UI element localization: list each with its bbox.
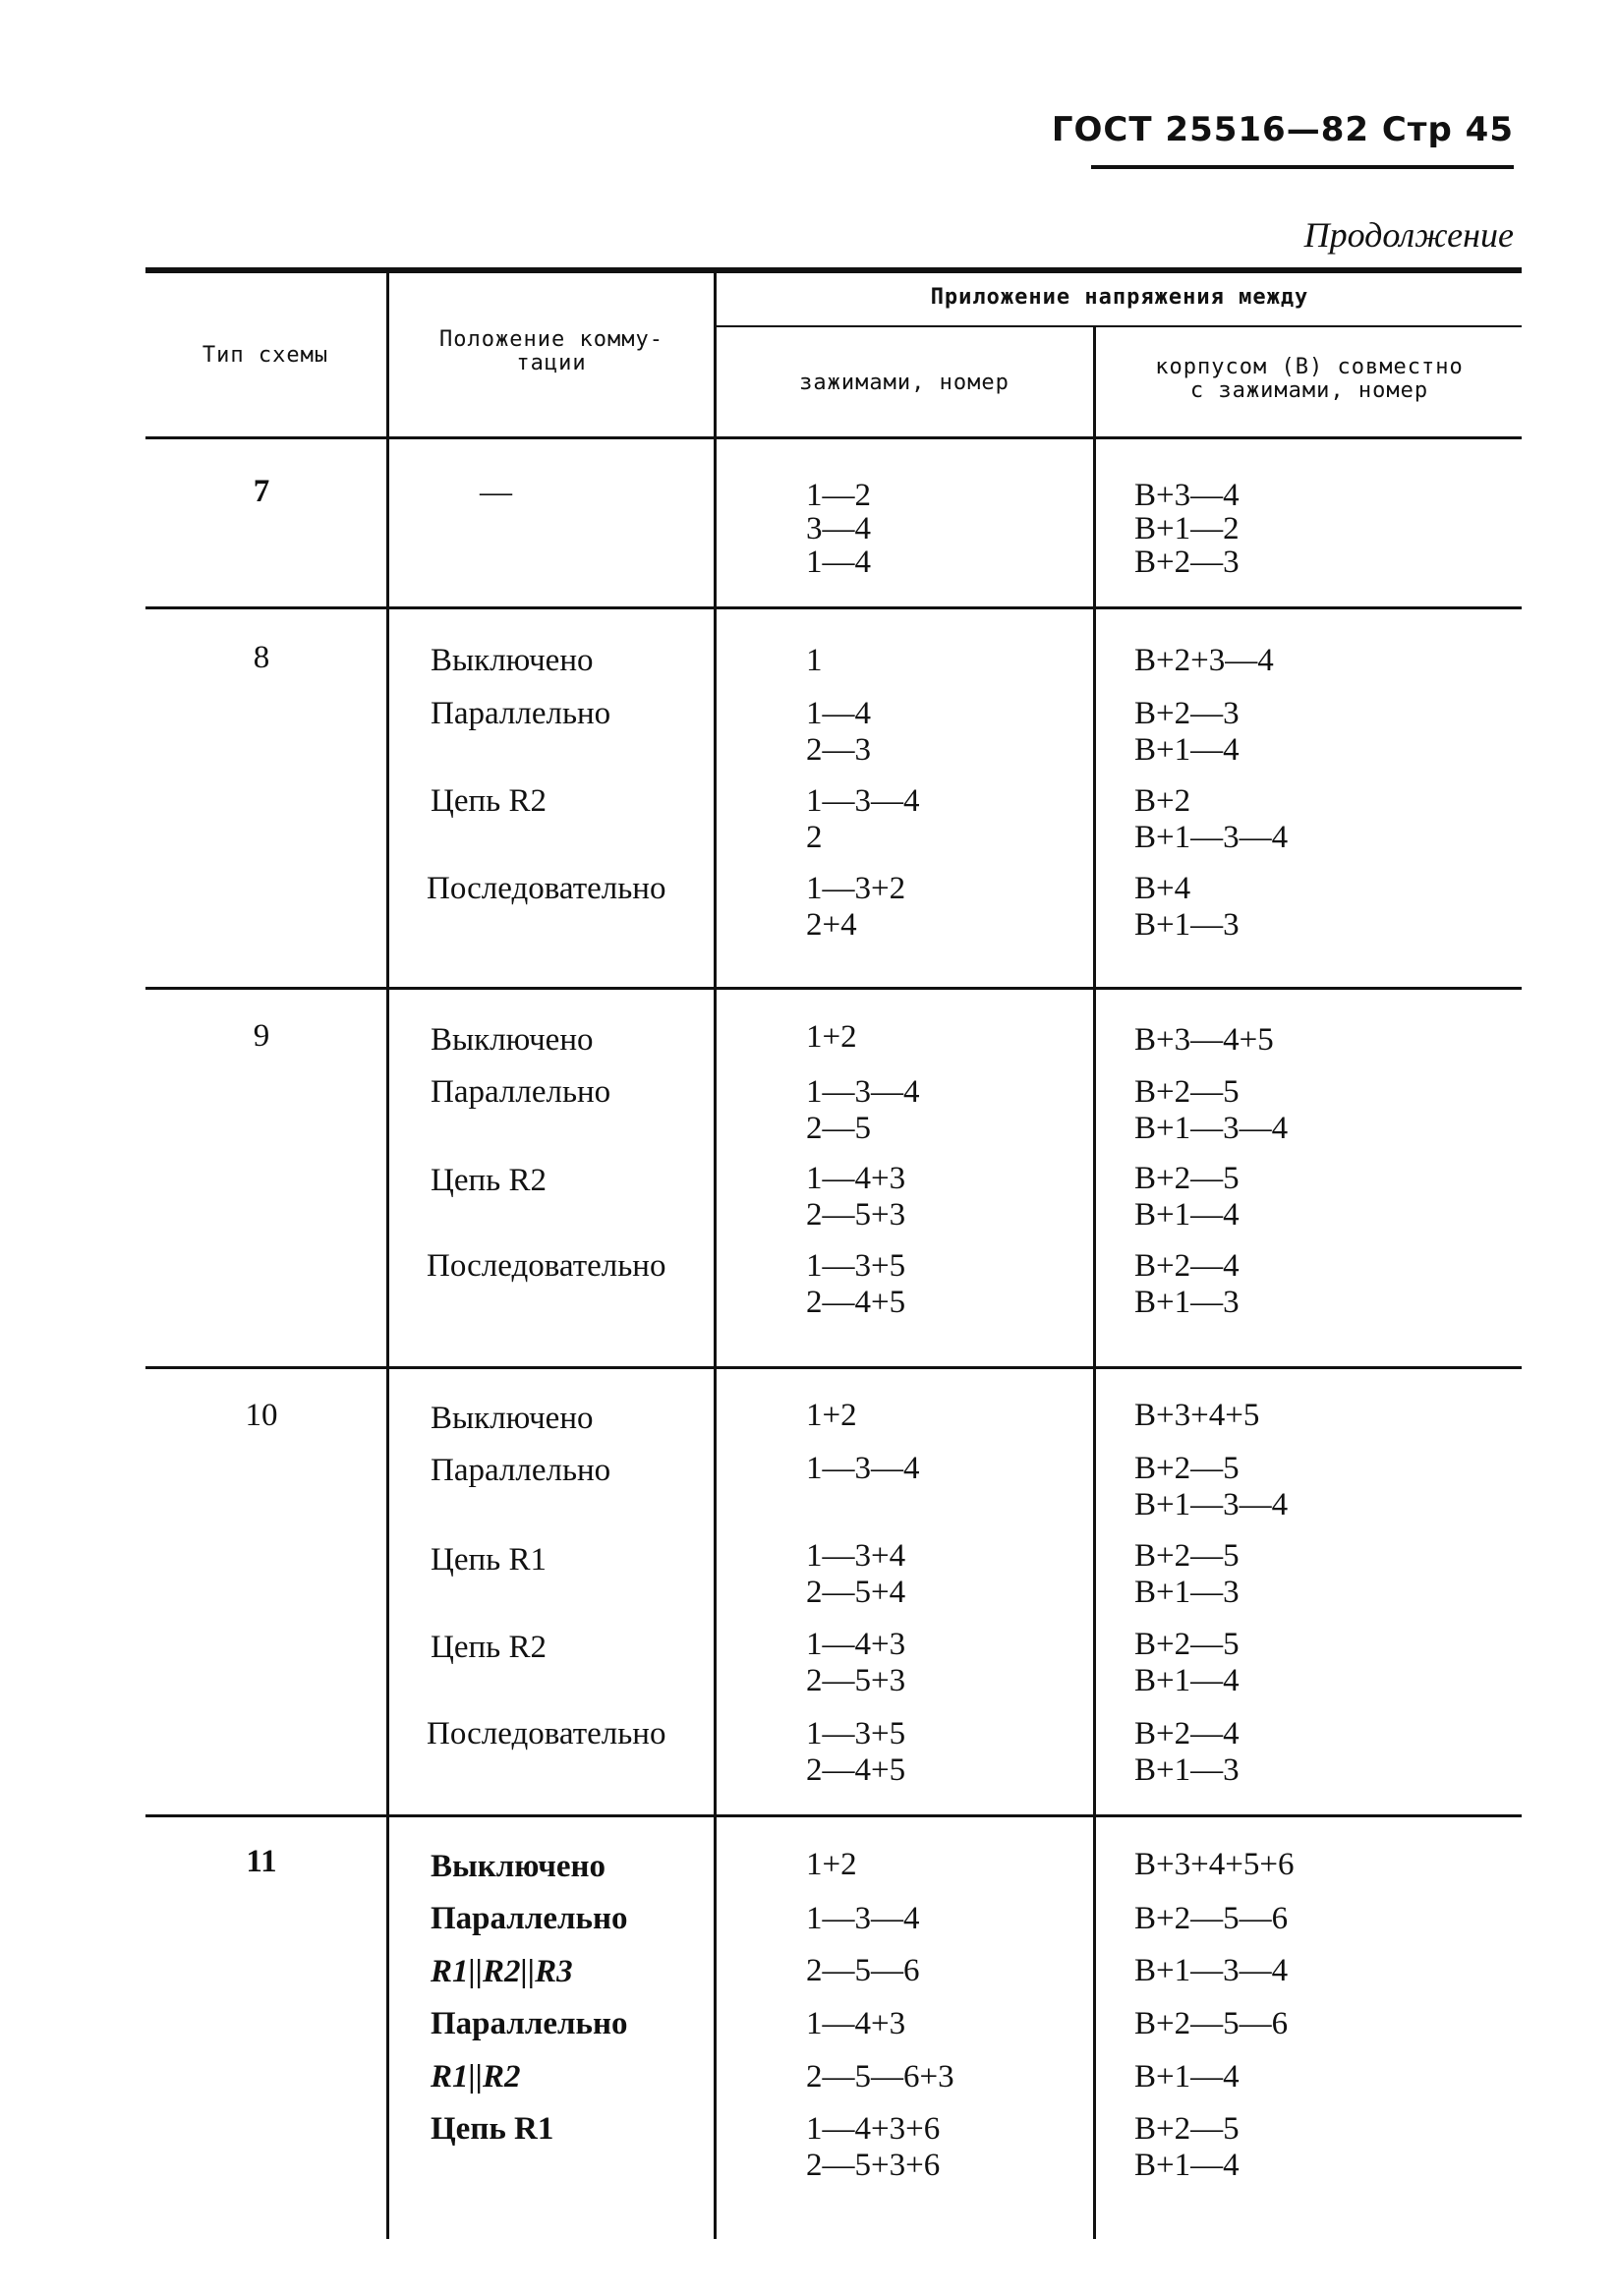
clamps-cell: 1—3—4 2 xyxy=(806,783,920,855)
position-cell: Последовательно xyxy=(427,871,666,906)
body-cell: В+2—5 В+1—3—4 xyxy=(1134,1451,1289,1522)
schema-type: 10 xyxy=(245,1398,278,1433)
body-cell: В+2—5 В+1—4 xyxy=(1134,1161,1240,1233)
col-divider-3 xyxy=(1093,325,1096,2239)
body-cell: В+4 В+1—3 xyxy=(1134,871,1240,943)
clamps-cell: 1—4+3+6 2—5+3+6 xyxy=(806,2111,941,2183)
position-cell: Выключено xyxy=(431,643,594,678)
body-cell: В+1—4 xyxy=(1134,2059,1240,2095)
position-cell: — xyxy=(480,475,512,510)
clamps-cell: 1—4+3 2—5+3 xyxy=(806,1161,906,1233)
position-cell: Параллельно xyxy=(431,1074,611,1110)
schema-type: 9 xyxy=(253,1018,270,1054)
position-cell: R1||R2||R3 xyxy=(431,1954,573,1989)
position-cell: Параллельно xyxy=(431,1453,611,1488)
position-cell: Выключено xyxy=(431,1022,594,1058)
position-cell: R1||R2 xyxy=(431,2059,521,2095)
body-cell: В+2—5 В+1—3—4 xyxy=(1134,1074,1289,1146)
clamps-cell: 2—5—6 xyxy=(806,1953,920,1988)
clamps-cell: 1—3+4 2—5+4 xyxy=(806,1538,906,1610)
table-top-rule xyxy=(145,267,1522,273)
body-cell: В+2—5 В+1—4 xyxy=(1134,1627,1240,1698)
schema-type: 7 xyxy=(253,474,270,509)
clamps-cell: 1—3—4 xyxy=(806,1451,920,1486)
clamps-cell: 1—3+5 2—4+5 xyxy=(806,1716,906,1788)
col-header-body: корпусом (В) совместно с зажимами, номер xyxy=(1155,355,1464,403)
clamps-cell: 1—4+3 2—5+3 xyxy=(806,1627,906,1698)
col-header-voltage-group: Приложение напряжения между xyxy=(930,285,1309,310)
col-divider-1 xyxy=(386,271,389,2239)
clamps-cell: 1—3—4 xyxy=(806,1901,920,1936)
col-header-type: Тип схемы xyxy=(202,343,329,368)
body-cell: В+2—5—6 xyxy=(1134,1901,1289,1936)
clamps-cell: 1+2 xyxy=(806,1847,857,1882)
body-cell: В+3—4 В+1—2 В+2—3 xyxy=(1134,478,1240,580)
clamps-cell: 1 xyxy=(806,643,823,678)
clamps-cell: 1—3+5 2—4+5 xyxy=(806,1248,906,1320)
schema-type: 11 xyxy=(246,1844,277,1879)
clamps-cell: 1+2 xyxy=(806,1398,857,1433)
position-cell: Цепь R2 xyxy=(431,1630,547,1665)
body-cell: В+3—4+5 xyxy=(1134,1022,1274,1058)
body-cell: В+2—4 В+1—3 xyxy=(1134,1248,1240,1320)
position-cell: Последовательно xyxy=(427,1716,666,1751)
col-header-clamps: зажимами, номер xyxy=(799,371,1010,395)
header-underline xyxy=(1091,165,1514,169)
group-separator-8-9 xyxy=(145,987,1522,990)
continuation-label: Продолжение xyxy=(1303,215,1514,255)
group-separator-7-8 xyxy=(145,606,1522,609)
clamps-cell: 1—4 2—3 xyxy=(806,696,871,768)
group-rule xyxy=(716,325,1522,327)
position-cell: Цепь R1 xyxy=(431,1542,547,1578)
position-cell: Цепь R2 xyxy=(431,1163,547,1198)
clamps-cell: 1+2 xyxy=(806,1019,857,1055)
col-header-position: Положение комму- тации xyxy=(439,327,664,375)
group-separator-10-11 xyxy=(145,1814,1522,1817)
position-cell: Выключено xyxy=(431,1401,594,1436)
body-cell: В+2—4 В+1—3 xyxy=(1134,1716,1240,1788)
group-separator-9-10 xyxy=(145,1366,1522,1369)
header-bottom-rule xyxy=(145,436,1522,439)
body-cell: В+2—5 В+1—4 xyxy=(1134,2111,1240,2183)
document-number: ГОСТ 25516—82 Стр 45 xyxy=(1051,110,1514,149)
position-cell: Последовательно xyxy=(427,1248,666,1284)
position-cell: Параллельно xyxy=(431,696,611,731)
page-header xyxy=(1051,110,1514,169)
col-divider-2 xyxy=(714,271,717,2239)
clamps-cell: 2—5—6+3 xyxy=(806,2059,954,2095)
body-cell: В+2—3 В+1—4 xyxy=(1134,696,1240,768)
body-cell: В+3+4+5+6 xyxy=(1134,1847,1295,1882)
position-cell: Параллельно xyxy=(431,1901,628,1936)
clamps-cell: 1—3+2 2+4 xyxy=(806,871,906,943)
clamps-cell: 1—3—4 2—5 xyxy=(806,1074,920,1146)
body-cell: В+2 В+1—3—4 xyxy=(1134,783,1289,855)
body-cell: В+2—5 В+1—3 xyxy=(1134,1538,1240,1610)
body-cell: В+3+4+5 xyxy=(1134,1398,1260,1433)
position-cell: Цепь R2 xyxy=(431,783,547,819)
body-cell: В+2+3—4 xyxy=(1134,643,1274,678)
body-cell: В+1—3—4 xyxy=(1134,1953,1289,1988)
position-cell: Цепь R1 xyxy=(431,2111,554,2147)
position-cell: Выключено xyxy=(431,1849,606,1884)
schema-type: 8 xyxy=(253,640,270,675)
position-cell: Параллельно xyxy=(431,2006,628,2041)
body-cell: В+2—5—6 xyxy=(1134,2006,1289,2041)
clamps-cell: 1—4+3 xyxy=(806,2006,906,2041)
clamps-cell: 1—2 3—4 1—4 xyxy=(806,478,871,580)
